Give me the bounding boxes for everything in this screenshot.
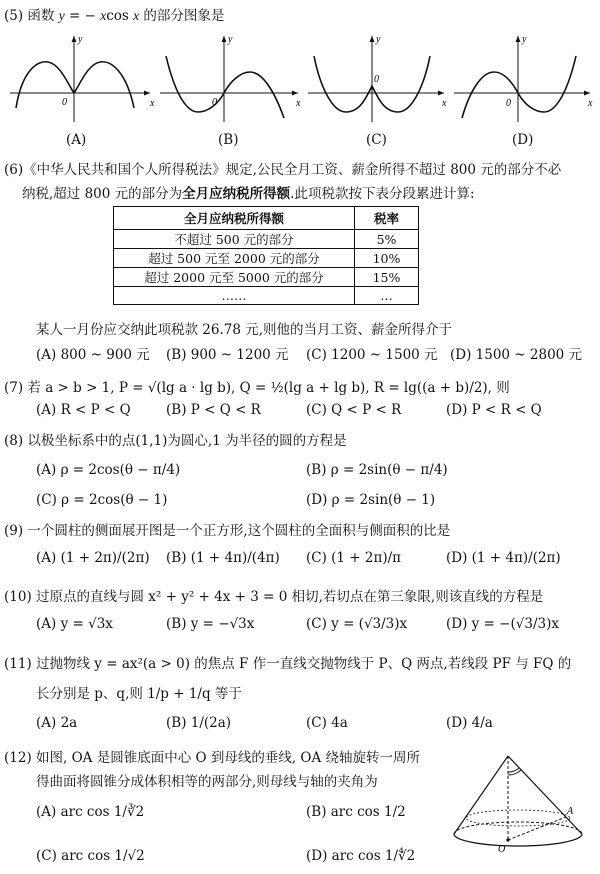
q12-option-a: (A) arc cos 1/∛2 xyxy=(36,804,145,820)
q11-option-d: (D) 4/a xyxy=(446,715,493,731)
q5-label-a: (A) xyxy=(66,132,87,148)
q5-stem: (5) 函数 y = − xcos x 的部分图象是 xyxy=(4,8,225,24)
q9-stem: (9) 一个圆柱的侧面展开图是一个正方形,这个圆柱的全面积与侧面积的比是 xyxy=(4,523,451,539)
tax-rate: 5% xyxy=(355,230,419,249)
q9-option-c: (C) (1 + 2π)/π xyxy=(306,550,402,566)
q9-option-b: (B) (1 + 4π)/(4π) xyxy=(166,550,280,566)
tax-rate: 10% xyxy=(355,249,419,268)
q7-option-b: (B) P < Q < R xyxy=(166,402,261,418)
q8-option-a: (A) ρ = 2cos(θ − π/4) xyxy=(36,462,181,478)
q12-option-d: (D) arc cos 1/∜2 xyxy=(306,848,416,864)
q5-graph-c xyxy=(308,34,447,122)
q6-option-d: (D) 1500 ~ 2800 元 xyxy=(450,347,583,363)
q5-label-d: (D) xyxy=(512,132,534,148)
table-row xyxy=(114,268,419,287)
cone-figure xyxy=(446,752,596,864)
svg-text:x: x xyxy=(588,98,593,109)
q5-label-c: (C) xyxy=(366,132,387,148)
q6-question: 某人一月份应交纳此项税款 26.78 元,则他的当月工资、薪金所得介于 xyxy=(36,322,453,338)
q11-stem-line1: (11) 过抛物线 y = ax²(a > 0) 的焦点 F 作一直线交抛物线于 P、Q 两点,若线段 PF 与 FQ 的 xyxy=(4,656,572,672)
q8-stem: (8) 以极坐标系中的点(1,1)为圆心,1 为半径的圆的方程是 xyxy=(4,433,347,449)
tax-bracket: 超过 2000 元至 5000 元的部分 xyxy=(114,268,355,287)
q5-graph-d xyxy=(454,34,593,122)
svg-text:x: x xyxy=(442,98,447,109)
q7-stem: (7) 若 a > b > 1, P = √(lg a · lg b), Q = ½(lg a + lg b), R = lg((a + b)/2), 则 xyxy=(4,380,510,396)
q6-stem-line1: (6)《中华人民共和国个人所得税法》规定,公民全月工资、薪金所得不超过 800 元的部分不必 xyxy=(4,162,562,178)
q10-option-a: (A) y = √3x xyxy=(36,616,113,632)
q8-option-b: (B) ρ = 2sin(θ − π/4) xyxy=(306,462,448,478)
q6-stem-line2: 纳税,超过 800 元的部分为全月应纳税所得额.此项税款按下表分段累进计算: xyxy=(22,186,475,202)
q6-option-c: (C) 1200 ~ 1500 元 xyxy=(306,347,438,363)
q11-option-b: (B) 1/(2a) xyxy=(166,715,232,731)
q7-option-a: (A) R < P < Q xyxy=(36,402,131,418)
q7-option-c: (C) Q < P < R xyxy=(306,402,402,418)
q11-option-c: (C) 4a xyxy=(306,715,348,731)
q11-stem-line2: 长分别是 p、q,则 1/p + 1/q 等于 xyxy=(36,686,242,702)
tax-table xyxy=(113,206,419,305)
q5-graph-b xyxy=(160,34,301,122)
svg-text:x: x xyxy=(296,98,301,109)
q10-option-d: (D) y = −(√3/3)x xyxy=(446,616,559,632)
q10-stem: (10) 过原点的直线与圆 x² + y² + 4x + 3 = 0 相切,若切点在第三象限,则该直线的方程是 xyxy=(4,589,544,605)
svg-text:0: 0 xyxy=(212,97,217,108)
table-row xyxy=(114,230,419,249)
tax-bracket: 不超过 500 元的部分 xyxy=(114,230,355,249)
svg-text:y: y xyxy=(376,34,381,45)
svg-text:0: 0 xyxy=(506,98,511,109)
svg-text:y: y xyxy=(522,34,527,45)
q10-option-b: (B) y = −√3x xyxy=(166,616,255,632)
q12-stem-line1: (12) 如图, OA 是圆锥底面中心 O 到母线的垂线, OA 绕轴旋转一周所 xyxy=(4,750,421,766)
q12-option-c: (C) arc cos 1/√2 xyxy=(36,848,145,864)
q9-option-d: (D) (1 + 4π)/(2π) xyxy=(446,550,561,566)
q7-option-d: (D) P < R < Q xyxy=(446,402,542,418)
svg-text:0: 0 xyxy=(374,74,379,85)
cone-label-a: A xyxy=(567,806,574,817)
q6-option-b: (B) 900 ~ 1200 元 xyxy=(166,347,289,363)
table-row xyxy=(114,287,419,305)
q12-option-b: (B) arc cos 1/2 xyxy=(306,804,406,820)
tax-bracket: …… xyxy=(114,287,355,305)
q11-option-a: (A) 2a xyxy=(36,715,78,731)
svg-text:0: 0 xyxy=(62,97,67,108)
svg-text:x: x xyxy=(150,98,155,109)
tax-rate: 15% xyxy=(355,268,419,287)
table-row xyxy=(114,249,419,268)
q5-graph-a xyxy=(10,34,155,122)
q6-option-a: (A) 800 ~ 900 元 xyxy=(36,347,150,363)
svg-text:y: y xyxy=(78,34,83,45)
tax-table-header-rate: 税率 xyxy=(355,207,419,230)
q8-option-c: (C) ρ = 2cos(θ − 1) xyxy=(36,492,168,508)
q9-option-a: (A) (1 + 2π)/(2π) xyxy=(36,550,150,566)
tax-table-header-income: 全月应纳税所得额 xyxy=(114,207,355,230)
q8-option-d: (D) ρ = 2sin(θ − 1) xyxy=(306,492,436,508)
q5-label-b: (B) xyxy=(218,132,239,148)
svg-text:y: y xyxy=(228,34,233,45)
q5-graphs xyxy=(0,26,600,126)
q12-stem-line2: 得曲面将圆锥分成体积相等的两部分,则母线与轴的夹角为 xyxy=(36,774,378,790)
cone-label-o: O xyxy=(498,844,506,855)
q10-option-c: (C) y = (√3/3)x xyxy=(306,616,408,632)
tax-rate: … xyxy=(355,287,419,305)
tax-bracket: 超过 500 元至 2000 元的部分 xyxy=(114,249,355,268)
tax-table-header xyxy=(114,207,419,230)
